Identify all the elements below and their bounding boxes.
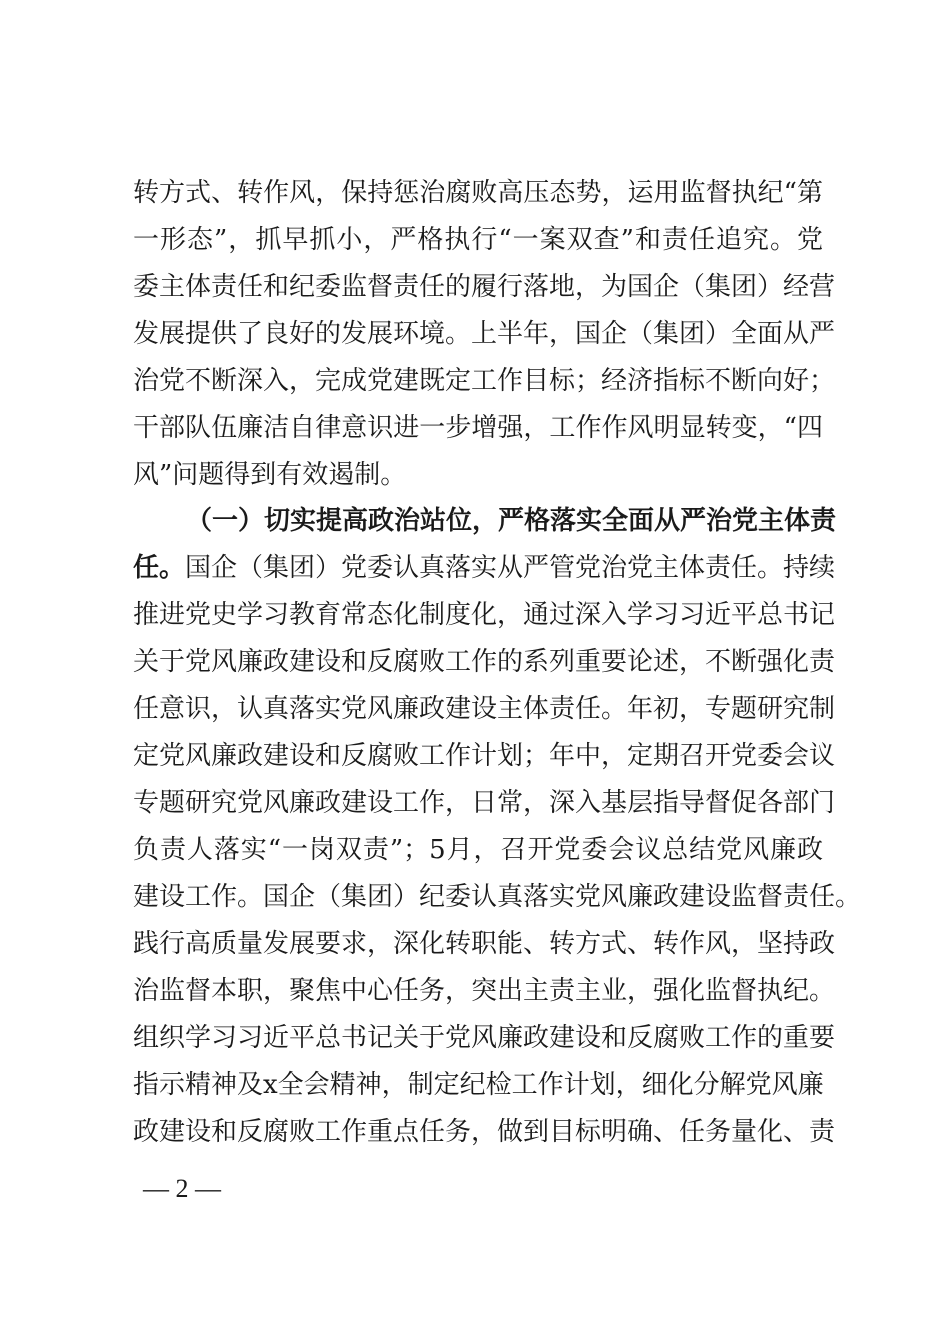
- paragraph-line: 治党不断深入，完成党建既定工作目标；经济指标不断向好；: [133, 366, 836, 396]
- paragraph-line: 任意识，认真落实党风廉政建设主体责任。年初，专题研究制: [133, 694, 836, 724]
- paragraph-line: 政建设和反腐败工作重点任务，做到目标明确、任务量化、责: [133, 1117, 836, 1147]
- paragraph-line: 转方式、转作风，保持惩治腐败高压态势，运用监督执纪“第: [133, 178, 823, 208]
- page-number: — 2 —: [143, 1174, 221, 1203]
- paragraph-text: 国企（集团）党委认真落实从严管党治党主体责任。持续: [185, 553, 836, 583]
- paragraph-line: 组织学习习近平总书记关于党风廉政建设和反腐败工作的重要: [133, 1023, 836, 1053]
- paragraph-line: 委主体责任和纪委监督责任的履行落地，为国企（集团）经营: [133, 272, 836, 302]
- paragraph-line: 关于党风廉政建设和反腐败工作的系列重要论述，不断强化责: [133, 647, 836, 677]
- section-heading-end: 任。: [133, 553, 186, 583]
- paragraph-line: 专题研究党风廉政建设工作，日常，深入基层指导督促各部门: [133, 788, 836, 818]
- paragraph-line: 干部队伍廉洁自律意识进一步增强，工作作风明显转变，“四: [133, 413, 823, 443]
- paragraph-line: 定党风廉政建设和反腐败工作计划；年中，定期召开党委会议: [133, 741, 836, 771]
- paragraph-line: 建设工作。国企（集团）纪委认真落实党风廉政建设监督责任。: [133, 882, 862, 912]
- paragraph-line: 指示精神及x全会精神，制定纪检工作计划，细化分解党风廉: [133, 1070, 824, 1100]
- paragraph-line: 推进党史学习教育常态化制度化，通过深入学习习近平总书记: [133, 600, 836, 630]
- paragraph-line: 治监督本职，聚焦中心任务，突出主责主业，强化监督执纪。: [133, 976, 836, 1006]
- paragraph-line: 负责人落实“一岗双责”；5月，召开党委会议总结党风廉政: [133, 835, 823, 865]
- paragraph-line: 一形态”，抓早抓小，严格执行“一案双查”和责任追究。党: [133, 225, 823, 255]
- paragraph-line: [133, 551, 836, 585]
- section-heading: （一）切实提高政治站位，严格落实全面从严治党主体责: [186, 506, 837, 536]
- paragraph-line: 风”问题得到有效遏制。: [133, 460, 407, 490]
- paragraph-line: 发展提供了良好的发展环境。上半年，国企（集团）全面从严: [133, 319, 836, 349]
- paragraph-line: 践行高质量发展要求，深化转职能、转方式、转作风，坚持政: [133, 929, 836, 959]
